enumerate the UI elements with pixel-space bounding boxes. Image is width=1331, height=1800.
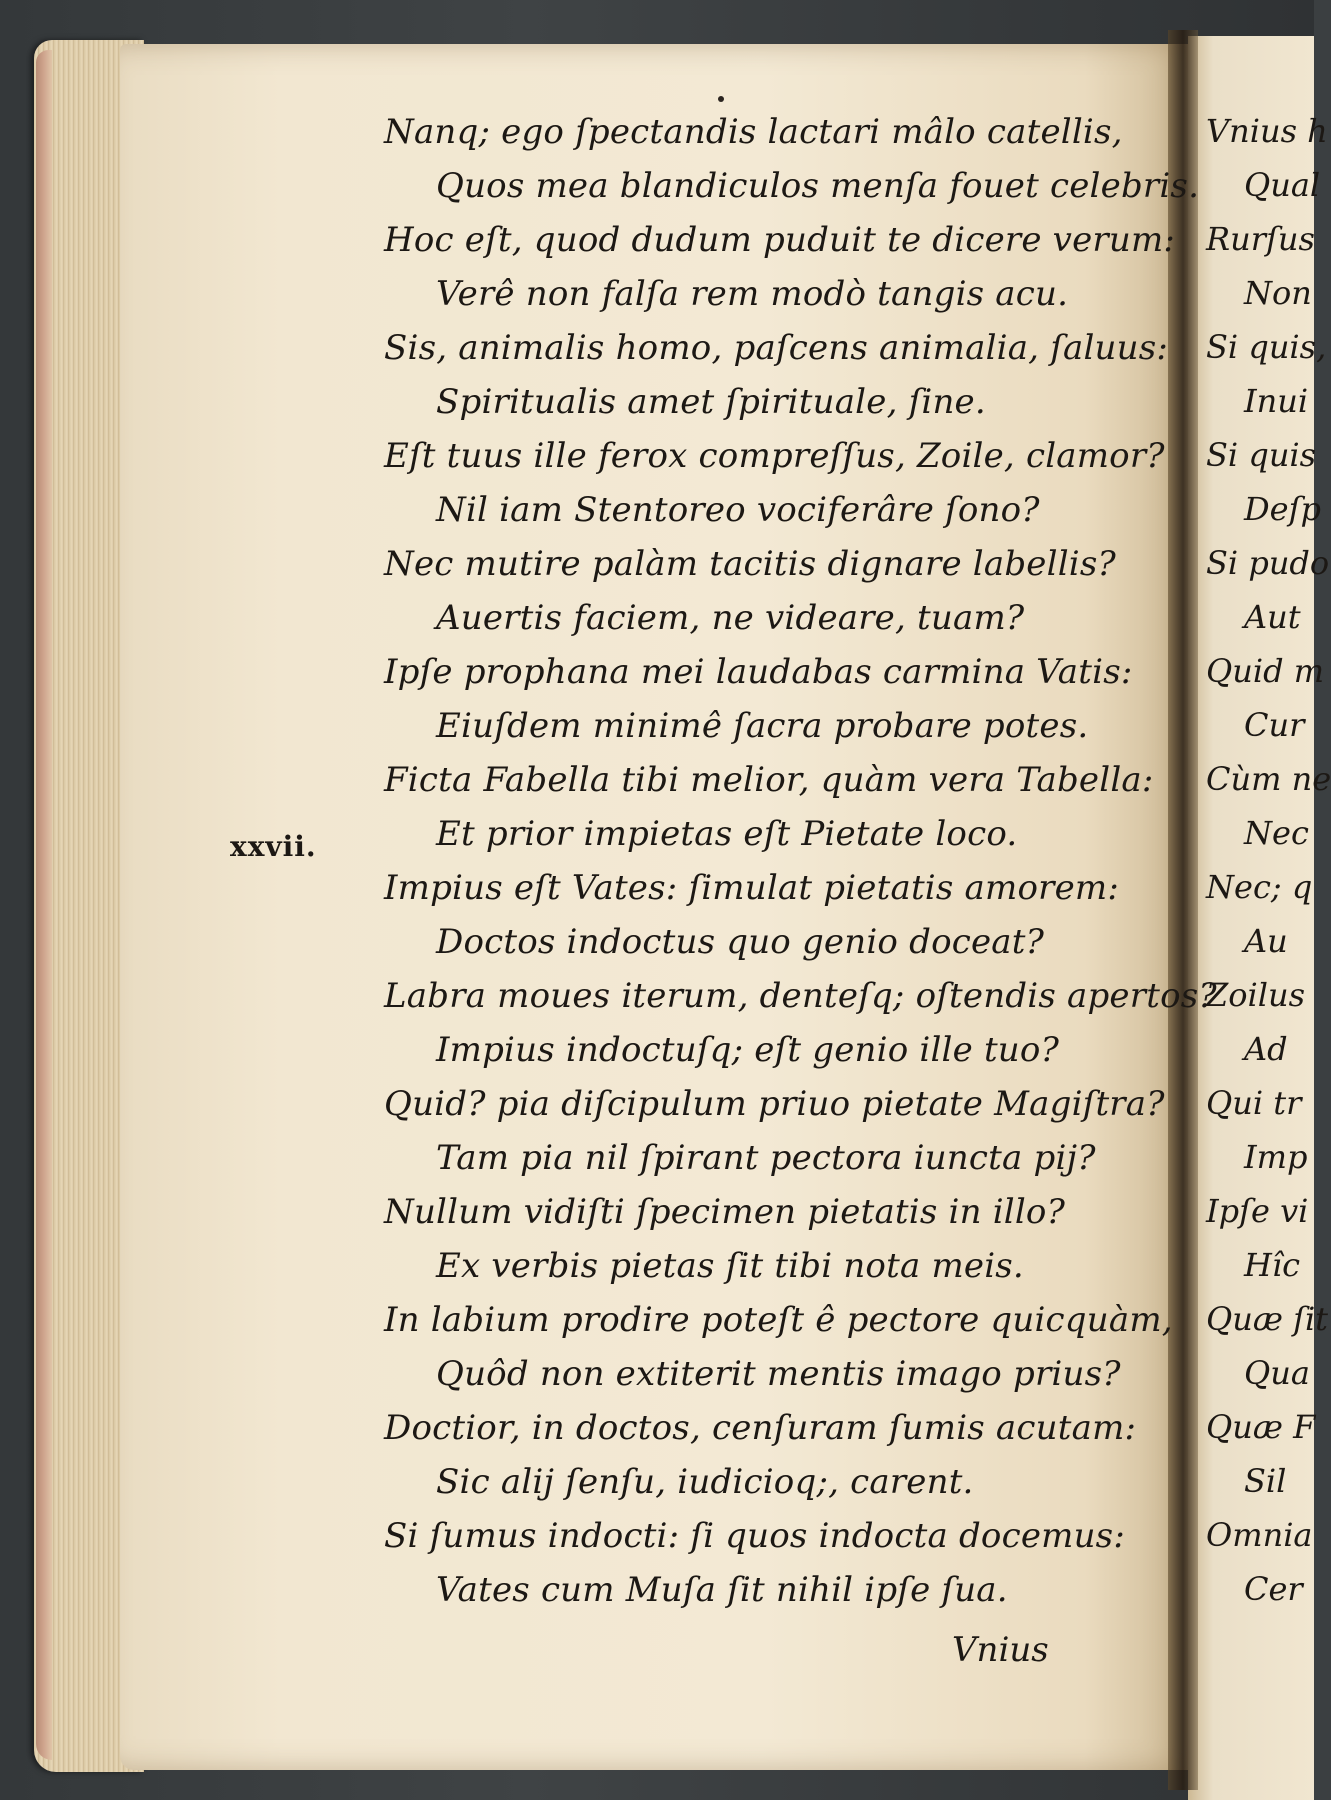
verse-line: In labium prodire poteſt ê pectore quicquàm, [384, 1300, 1173, 1340]
right-page-line: Aut [1244, 598, 1301, 636]
margin-number: xxvii. [230, 830, 317, 863]
verse-line: Sic alij ſenſu, iudicioq;, carent. [436, 1462, 974, 1502]
verse-line: Labra moues iterum, denteſq; oſtendis apertos? [384, 976, 1217, 1016]
right-page-line: Imp [1244, 1138, 1308, 1176]
right-page-line: Quæ F [1206, 1408, 1316, 1446]
right-page-line: Sil [1244, 1462, 1287, 1500]
right-page-line: Cer [1244, 1570, 1303, 1608]
right-page-line: Ad [1244, 1030, 1288, 1068]
verse-line: Auertis faciem, ne videare, tuam? [436, 598, 1025, 638]
right-page-line: Ipſe vi [1206, 1192, 1309, 1230]
right-page-line: Qual [1244, 166, 1321, 204]
right-page-line: Cùm ne [1206, 760, 1331, 798]
verse-line: Ipſe prophana mei laudabas carmina Vatis: [384, 652, 1133, 692]
verse-line: Et prior impietas eſt Pietate loco. [436, 814, 1018, 854]
right-page-line: Non [1244, 274, 1312, 312]
right-page-line: Vnius h [1206, 112, 1328, 150]
right-page-line: Omnia [1206, 1516, 1313, 1554]
verse-line: Tam pia nil ſpirant pectora iuncta pij? [436, 1138, 1096, 1178]
verse-line: Eſt tuus ille ferox compreſſus, Zoile, clamor? [384, 436, 1165, 476]
right-page-line: Qui tr [1206, 1084, 1302, 1122]
right-page-line: Qua [1244, 1354, 1310, 1392]
right-page-line: Zoilus [1206, 976, 1305, 1014]
verse-line: Quôd non extiterit mentis imago prius? [436, 1354, 1121, 1394]
verse-line: Spiritualis amet ſpirituale, ſine. [436, 382, 986, 422]
right-page-line: Si quis, [1206, 328, 1327, 366]
verse-line: Si ſumus indocti: ſi quos indocta docemus: [384, 1516, 1125, 1556]
verse-line: Ficta Fabella tibi melior, quàm vera Tabella: [384, 760, 1154, 800]
verse-line: Eiuſdem minimê ſacra probare potes. [436, 706, 1089, 746]
right-page-line: Deſp [1244, 490, 1321, 528]
right-page-line: Quid m [1206, 652, 1325, 690]
right-page-line: Nec; q [1206, 868, 1313, 906]
verse-line: Vates cum Muſa ſit nihil ipſe ſua. [436, 1570, 1008, 1610]
verse-line: Quos mea blandiculos menſa fouet celebris. [436, 166, 1200, 206]
right-page-line: Rurſus [1206, 220, 1315, 258]
verse-line: Quid? pia diſcipulum priuo pietate Magiſtra? [384, 1084, 1165, 1124]
verse-line: Impius eſt Vates: ſimulat pietatis amorem: [384, 868, 1119, 908]
right-page-line: Si quis [1206, 436, 1317, 474]
right-page-line: Hîc [1244, 1246, 1301, 1284]
right-page-line: Cur [1244, 706, 1305, 744]
verse-line: Nec mutire palàm tacitis dignare labellis? [384, 544, 1116, 584]
verse-line: Nanq; ego ſpectandis lactari mâlo catellis, [384, 112, 1123, 152]
verse-line: Doctos indoctus quo genio doceat? [436, 922, 1045, 962]
verse-line: Sis, animalis homo, paſcens animalia, ſaluus: [384, 328, 1169, 368]
verse-line: Nullum vidiſti ſpecimen pietatis in illo? [384, 1192, 1066, 1232]
right-page-line: Si pudo [1206, 544, 1330, 582]
verse-line: Verê non falſa rem modò tangis acu. [436, 274, 1069, 314]
verse-line: Doctior, in doctos, cenſuram ſumis acutam: [384, 1408, 1137, 1448]
verse-line: Nil iam Stentoreo vociferâre ſono? [436, 490, 1040, 530]
right-page-line: Au [1244, 922, 1288, 960]
right-page-line: Quæ ſit [1206, 1300, 1329, 1338]
right-page-line: Nec [1244, 814, 1309, 852]
catchword: Vnius [952, 1630, 1049, 1670]
verse-line: Ex verbis pietas ſit tibi nota meis. [436, 1246, 1024, 1286]
right-page-line: Inui [1244, 382, 1309, 420]
verse-line: Hoc eſt, quod dudum puduit te dicere verum: [384, 220, 1176, 260]
verse-line: Impius indoctuſq; eſt genio ille tuo? [436, 1030, 1060, 1070]
